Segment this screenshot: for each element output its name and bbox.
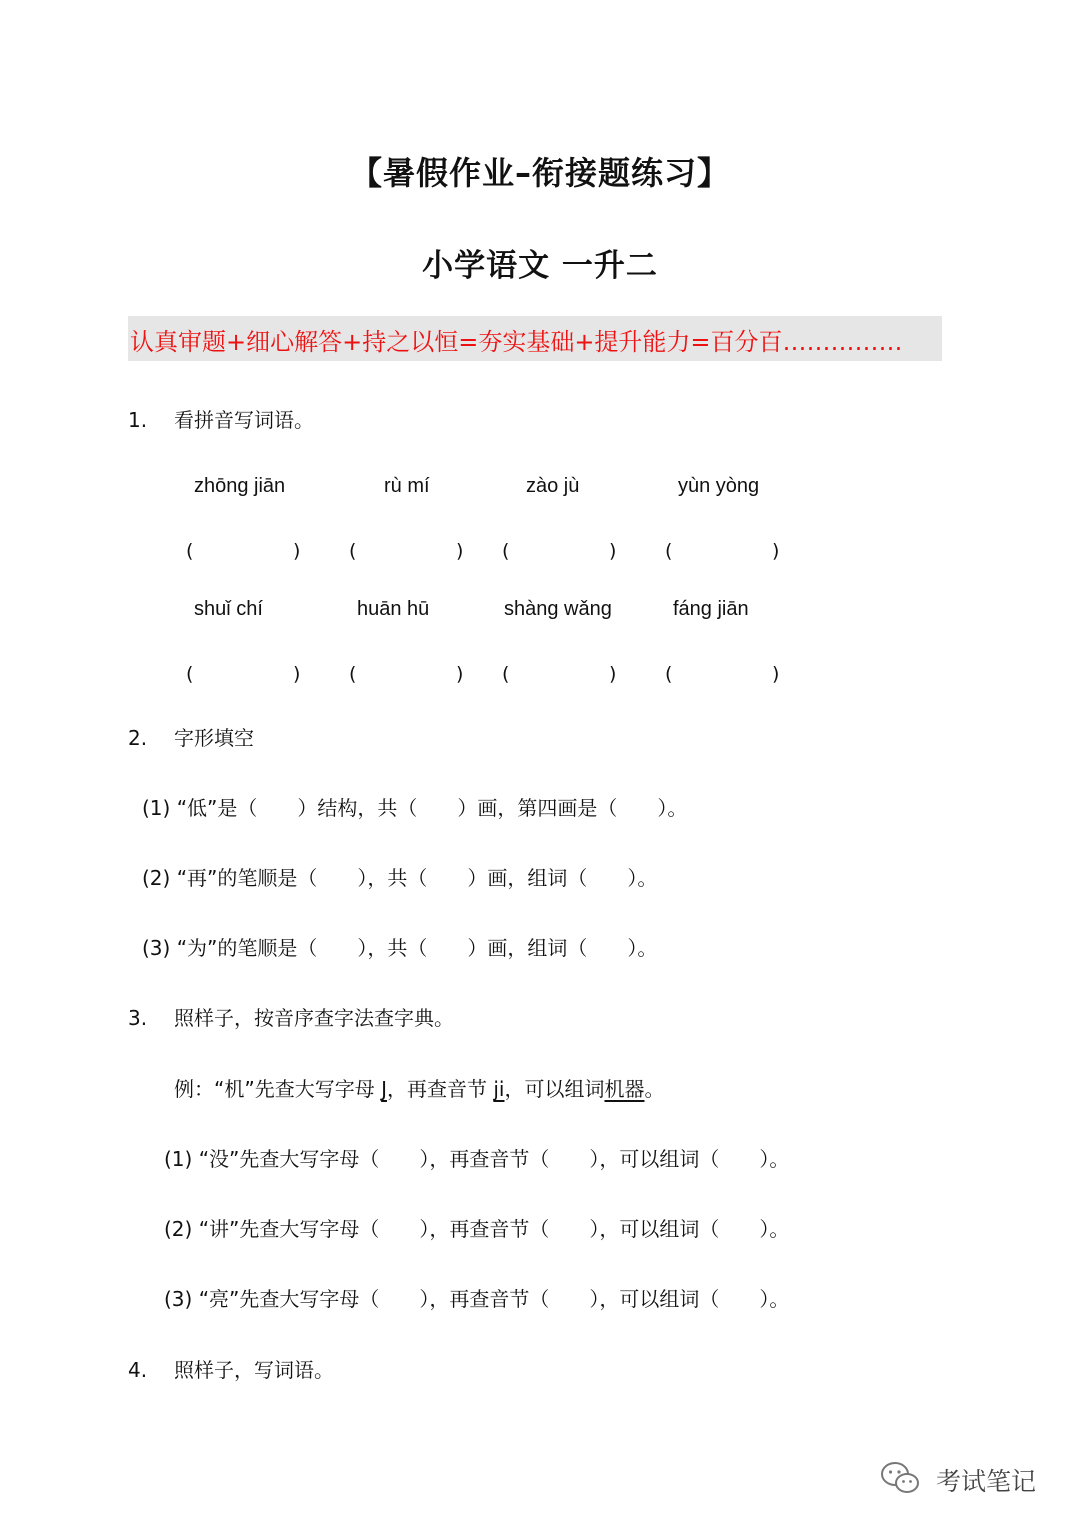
question-text: 看拼音写词语。	[174, 408, 314, 432]
answer-paren-open: (	[502, 540, 510, 562]
watermark-text: 考试笔记	[936, 1467, 1037, 1496]
answer-paren-open: (	[186, 540, 194, 562]
example-text: ，可以组词	[504, 1077, 605, 1101]
example-syllable: ji	[493, 1077, 505, 1101]
pinyin-1-1: zhōng jiān	[194, 475, 286, 497]
example-text: 例：“机”先查大写字母	[174, 1077, 375, 1101]
pinyin-1-4: yùn yòng	[678, 475, 760, 497]
answer-paren-close: )	[772, 663, 780, 685]
answer-paren-open: (	[502, 663, 510, 685]
page-subtitle: 小学语文 一升二	[422, 248, 658, 284]
wechat-icon	[880, 1460, 920, 1496]
motto-text: 认真审题+细心解答+持之以恒=夯实基础+提升能力=百分百……………	[130, 328, 903, 356]
question-2-item-1: (1) “低”是（ ）结构，共（ ）画，第四画是（ ）。	[142, 796, 688, 820]
motto-banner	[128, 316, 942, 361]
question-text: 照样子，写词语。	[174, 1358, 334, 1382]
answer-paren-open: (	[665, 540, 673, 562]
question-number: 1.	[128, 408, 148, 432]
answer-paren-close: )	[456, 540, 464, 562]
example-text: 。	[644, 1077, 665, 1101]
question-1-heading	[128, 404, 314, 433]
example-text: ，再查音节	[387, 1077, 487, 1101]
answer-paren-open: (	[186, 663, 194, 685]
question-text: 照样子，按音序查字法查字典。	[174, 1006, 454, 1030]
pinyin-1-3: zào jù	[526, 475, 580, 497]
answer-paren-close: )	[609, 540, 617, 562]
question-3-item-3: (3) “亮”先查大写字母（ ），再查音节（ ），可以组词（ ）。	[164, 1287, 790, 1311]
example-word: 机器	[604, 1077, 645, 1101]
page-title: 【暑假作业–衔接题练习】	[349, 154, 730, 192]
answer-paren-open: (	[665, 663, 673, 685]
question-2-heading	[128, 722, 254, 751]
question-3-item-1: (1) “没”先查大写字母（ ），再查音节（ ），可以组词（ ）。	[164, 1147, 790, 1171]
question-number: 3.	[128, 1006, 148, 1030]
answer-paren-close: )	[772, 540, 780, 562]
pinyin-2-3: shàng wǎng	[504, 598, 612, 620]
pinyin-2-4: fáng jiān	[673, 598, 749, 620]
question-number: 4.	[128, 1358, 148, 1382]
question-text: 字形填空	[174, 726, 254, 750]
question-3-example	[174, 1073, 664, 1102]
answer-paren-close: )	[609, 663, 617, 685]
answer-paren-close: )	[293, 663, 301, 685]
answer-paren-close: )	[456, 663, 464, 685]
question-2-item-3: (3) “为”的笔顺是（ ），共（ ）画，组词（ ）。	[142, 936, 658, 960]
question-4-heading	[128, 1354, 334, 1383]
question-3-heading	[128, 1002, 454, 1031]
answer-paren-open: (	[349, 663, 357, 685]
pinyin-2-1: shuǐ chí	[194, 598, 263, 620]
answer-paren-open: (	[349, 540, 357, 562]
answer-paren-close: )	[293, 540, 301, 562]
example-letter: J	[381, 1077, 387, 1101]
question-number: 2.	[128, 726, 148, 750]
pinyin-1-2: rù mí	[384, 475, 430, 497]
question-3-item-2: (2) “讲”先查大写字母（ ），再查音节（ ），可以组词（ ）。	[164, 1217, 790, 1241]
pinyin-2-2: huān hū	[357, 598, 430, 620]
question-2-item-2: (2) “再”的笔顺是（ ），共（ ）画，组词（ ）。	[142, 866, 658, 890]
